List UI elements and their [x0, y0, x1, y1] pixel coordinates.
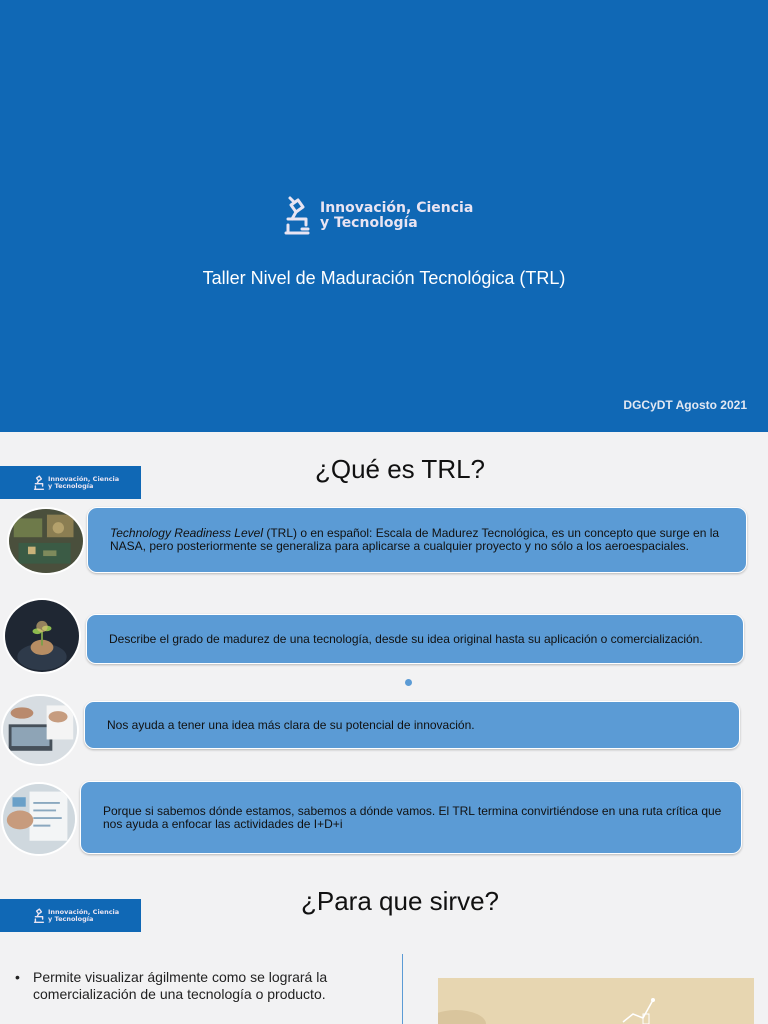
banner-line2: y Tecnología	[48, 914, 94, 923]
microscope-icon	[282, 195, 312, 237]
slide-title: ¿Para que sirve?	[301, 886, 499, 916]
trl-definition-card	[87, 507, 747, 573]
trl-roadmap-card	[80, 781, 742, 854]
logo-line1: Innovación, Ciencia	[320, 200, 474, 216]
banner-line1: Innovación, Ciencia	[48, 474, 120, 483]
trl-definition-text: Technology Readiness Level (TRL) o en español: Escala de Madurez Tecnológica, es un concepto que surge en la NASA, pero posteriormente se generaliza para aplicarse a cualquier proyecto y no sólo a los aeroespaciales.	[110, 526, 720, 553]
bullet-list	[15, 969, 375, 1003]
meeting-laptop-photo	[1, 694, 79, 766]
banner-line2: y Tecnología	[48, 481, 94, 490]
slide-title: ¿Qué es TRL?	[314, 454, 486, 484]
trl-potential-card	[84, 701, 740, 749]
banner-line1: Innovación, Ciencia	[48, 907, 120, 916]
planning-paper-photo	[1, 782, 77, 856]
slide-footer: DGCyDT Agosto 2021	[623, 398, 747, 412]
what-is-trl-slide	[0, 432, 768, 868]
growth-chart-photo	[438, 978, 754, 1024]
trl-potential-text: Nos ayuda a tener una idea más clara de su potencial de innovación.	[107, 717, 475, 732]
plant-hands-photo	[3, 598, 81, 674]
logo-line2: y Tecnología	[320, 215, 418, 231]
trl-roadmap-text: Porque si sabemos dónde estamos, sabemos a dónde vamos. El TRL termina convirtiéndose en una ruta crítica que nos ayuda a enfocar las actividades de I+D+i	[103, 803, 722, 831]
trl-maturity-text: Describe el grado de madurez de una tecnología, desde su idea original hasta su aplicación o comercialización.	[109, 631, 703, 646]
slide-indicator-dot	[405, 679, 412, 686]
slide-subtitle: Taller Nivel de Maduración Tecnológica (TRL)	[202, 268, 566, 288]
circuit-board-photo	[7, 507, 85, 575]
title-slide	[0, 0, 768, 432]
trl-maturity-card	[86, 614, 744, 664]
brand-logo	[282, 195, 473, 237]
vertical-divider	[402, 954, 403, 1024]
purpose-slide	[0, 868, 768, 1024]
bullet-item: • Permite visualizar ágilmente como se logrará la comercialización de una tecnología o producto.	[15, 969, 375, 1003]
